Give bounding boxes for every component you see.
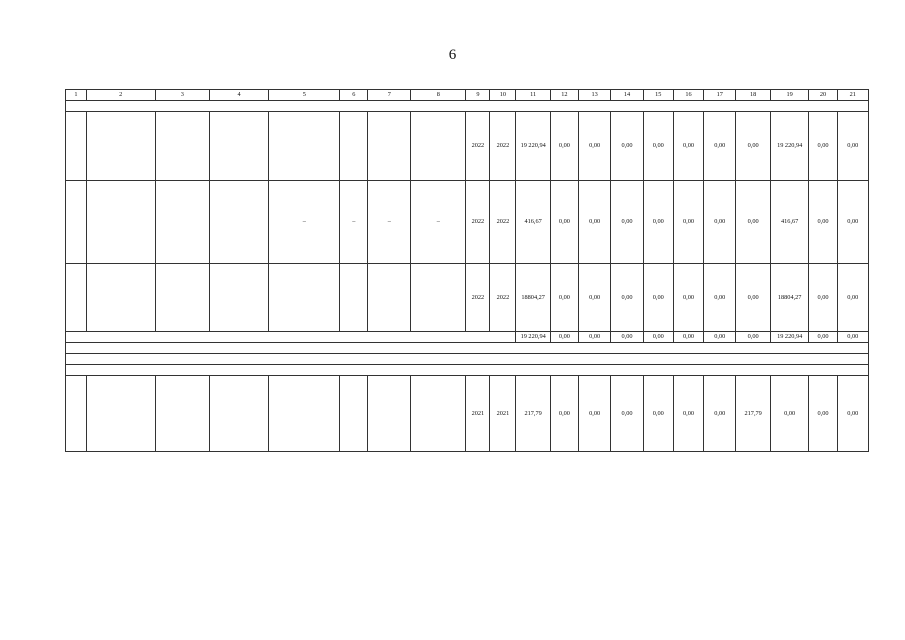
column-number: 7 bbox=[368, 90, 411, 101]
table-cell: 0,00 bbox=[550, 264, 578, 332]
table-cell: 0,00 bbox=[837, 376, 868, 452]
table-cell bbox=[340, 376, 368, 452]
table-cell bbox=[155, 376, 209, 452]
total-row bbox=[66, 332, 869, 343]
table-cell: 0,00 bbox=[579, 112, 611, 181]
column-number: 4 bbox=[209, 90, 268, 101]
table-cell: – bbox=[411, 181, 466, 264]
table-cell bbox=[86, 181, 155, 264]
table-cell: 0,00 bbox=[809, 112, 837, 181]
table-cell: 0,00 bbox=[704, 376, 736, 452]
table-cell bbox=[368, 264, 411, 332]
table-cell bbox=[209, 376, 268, 452]
table-cell: 217,79 bbox=[516, 376, 550, 452]
table-cell: 19 220,94 bbox=[516, 112, 550, 181]
table-cell: 2022 bbox=[490, 112, 516, 181]
table-cell bbox=[155, 181, 209, 264]
group-3-title bbox=[66, 343, 869, 354]
table-cell: – bbox=[269, 181, 340, 264]
column-number: 8 bbox=[411, 90, 466, 101]
table-cell: 0,00 bbox=[704, 112, 736, 181]
table-row bbox=[66, 264, 869, 332]
table-cell: 2021 bbox=[466, 376, 490, 452]
table-cell: 0,00 bbox=[611, 264, 643, 332]
group-3-row bbox=[66, 343, 869, 354]
total-value: 19 220,94 bbox=[516, 332, 550, 343]
table-cell: 0,00 bbox=[643, 376, 673, 452]
table-cell bbox=[368, 376, 411, 452]
column-number: 16 bbox=[673, 90, 703, 101]
column-number: 15 bbox=[643, 90, 673, 101]
table-cell bbox=[155, 264, 209, 332]
table-cell: 0,00 bbox=[704, 264, 736, 332]
table-cell bbox=[66, 264, 87, 332]
subgroup-3-2-row bbox=[66, 365, 869, 376]
table-cell bbox=[411, 112, 466, 181]
column-number: 2 bbox=[86, 90, 155, 101]
table-cell: 0,00 bbox=[550, 181, 578, 264]
table-header-row bbox=[66, 90, 869, 101]
table-cell: 0,00 bbox=[611, 376, 643, 452]
table-cell: 0,00 bbox=[809, 181, 837, 264]
table-cell: 0,00 bbox=[770, 376, 809, 452]
table-cell bbox=[209, 112, 268, 181]
subgroup-3-1-row bbox=[66, 354, 869, 365]
table-cell: 0,00 bbox=[550, 376, 578, 452]
column-number: 12 bbox=[550, 90, 578, 101]
column-number: 17 bbox=[704, 90, 736, 101]
table-cell bbox=[411, 376, 466, 452]
table-cell: 2022 bbox=[466, 181, 490, 264]
table-cell: 0,00 bbox=[736, 264, 770, 332]
table-cell bbox=[86, 264, 155, 332]
column-number: 19 bbox=[770, 90, 809, 101]
table-cell: 0,00 bbox=[736, 112, 770, 181]
table-cell: 0,00 bbox=[579, 264, 611, 332]
total-value: 0,00 bbox=[809, 332, 837, 343]
total-value: 0,00 bbox=[643, 332, 673, 343]
table-cell: 2022 bbox=[466, 264, 490, 332]
table-cell: 2021 bbox=[490, 376, 516, 452]
page-number: 6 bbox=[448, 47, 457, 63]
table-cell bbox=[66, 376, 87, 452]
table-cell: 0,00 bbox=[673, 376, 703, 452]
column-number: 6 bbox=[340, 90, 368, 101]
total-value: 0,00 bbox=[673, 332, 703, 343]
total-label bbox=[66, 332, 516, 343]
table-cell bbox=[86, 376, 155, 452]
total-value: 0,00 bbox=[550, 332, 578, 343]
column-number: 9 bbox=[466, 90, 490, 101]
table-row bbox=[66, 112, 869, 181]
table-cell: 0,00 bbox=[579, 376, 611, 452]
table-row bbox=[66, 181, 869, 264]
table-cell: 0,00 bbox=[550, 112, 578, 181]
table-cell: 0,00 bbox=[611, 181, 643, 264]
table-cell: 0,00 bbox=[611, 112, 643, 181]
column-number: 3 bbox=[155, 90, 209, 101]
table-cell: 416,67 bbox=[516, 181, 550, 264]
total-value: 0,00 bbox=[579, 332, 611, 343]
table-cell: 0,00 bbox=[643, 264, 673, 332]
data-table bbox=[65, 89, 869, 452]
table-cell: – bbox=[368, 181, 411, 264]
column-number: 20 bbox=[809, 90, 837, 101]
table-cell: 0,00 bbox=[704, 181, 736, 264]
subgroup-3-1-title bbox=[66, 354, 869, 365]
column-number: 1 bbox=[66, 90, 87, 101]
table-cell bbox=[155, 112, 209, 181]
table-cell: – bbox=[340, 181, 368, 264]
total-value: 0,00 bbox=[704, 332, 736, 343]
table-cell: 0,00 bbox=[643, 112, 673, 181]
table-cell: 0,00 bbox=[736, 181, 770, 264]
column-number: 14 bbox=[611, 90, 643, 101]
subgroup-3-2-title bbox=[66, 365, 869, 376]
total-value: 0,00 bbox=[611, 332, 643, 343]
table-cell bbox=[269, 264, 340, 332]
table-cell bbox=[66, 112, 87, 181]
table-cell: 0,00 bbox=[809, 264, 837, 332]
table-cell: 18804,27 bbox=[516, 264, 550, 332]
table-row bbox=[66, 376, 869, 452]
table-cell: 0,00 bbox=[837, 112, 868, 181]
column-number: 10 bbox=[490, 90, 516, 101]
column-number: 13 bbox=[579, 90, 611, 101]
table-cell: 2022 bbox=[490, 181, 516, 264]
table-cell: 0,00 bbox=[673, 264, 703, 332]
column-number: 18 bbox=[736, 90, 770, 101]
total-value: 0,00 bbox=[736, 332, 770, 343]
table-cell bbox=[411, 264, 466, 332]
table-cell bbox=[340, 112, 368, 181]
table-cell: 0,00 bbox=[579, 181, 611, 264]
column-number: 5 bbox=[269, 90, 340, 101]
table-cell: 0,00 bbox=[673, 112, 703, 181]
table-cell: 19 220,94 bbox=[770, 112, 809, 181]
column-number: 11 bbox=[516, 90, 550, 101]
table-cell: 0,00 bbox=[643, 181, 673, 264]
table-cell: 2022 bbox=[466, 112, 490, 181]
table-cell bbox=[368, 112, 411, 181]
table-cell: 18804,27 bbox=[770, 264, 809, 332]
total-value: 0,00 bbox=[837, 332, 868, 343]
total-value: 19 220,94 bbox=[770, 332, 809, 343]
column-number: 21 bbox=[837, 90, 868, 101]
table-cell: 416,67 bbox=[770, 181, 809, 264]
table-cell bbox=[209, 264, 268, 332]
table-cell bbox=[269, 376, 340, 452]
table-cell: 0,00 bbox=[837, 181, 868, 264]
table-cell: 217,79 bbox=[736, 376, 770, 452]
table-cell bbox=[86, 112, 155, 181]
table-cell: 0,00 bbox=[837, 264, 868, 332]
table-cell bbox=[66, 181, 87, 264]
table-cell bbox=[269, 112, 340, 181]
table-cell bbox=[340, 264, 368, 332]
group-2-title bbox=[66, 101, 869, 112]
table-cell: 0,00 bbox=[673, 181, 703, 264]
table-cell: 0,00 bbox=[809, 376, 837, 452]
group-2-row bbox=[66, 101, 869, 112]
table-cell bbox=[209, 181, 268, 264]
table-cell: 2022 bbox=[490, 264, 516, 332]
